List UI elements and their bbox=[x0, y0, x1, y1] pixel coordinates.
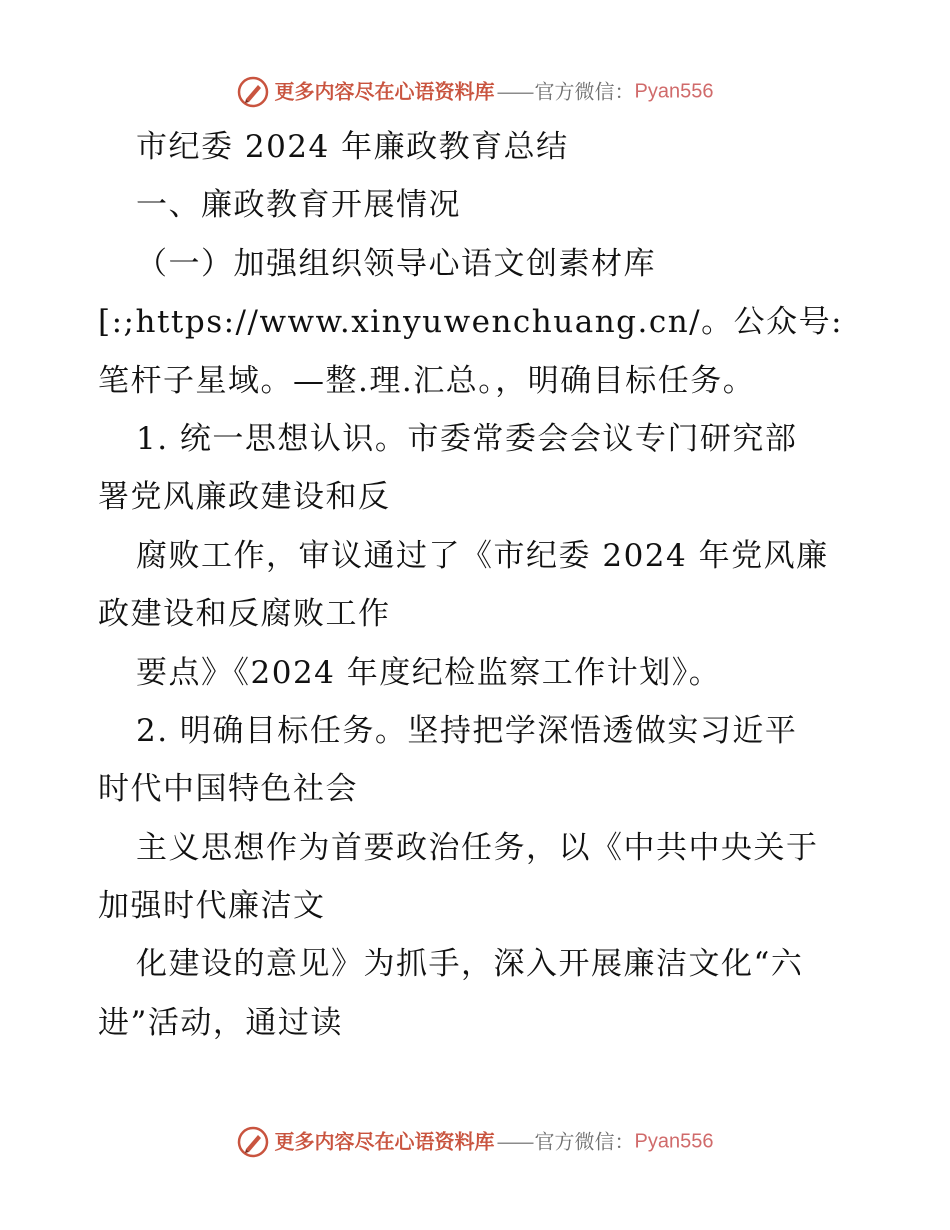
paragraph-line: 时代中国特色社会 bbox=[98, 771, 358, 808]
paragraph-line: 要点》《2024 年度纪检监察工作计划》。 bbox=[136, 654, 722, 691]
section-heading: 一、廉政教育开展情况 bbox=[136, 187, 461, 224]
document-title: 市纪委 2024 年廉政教育总结 bbox=[136, 129, 569, 165]
header-watermark bbox=[0, 70, 950, 110]
paragraph-line: 笔杆子星域。—整.理.汇总。，明确目标任务。 bbox=[98, 362, 756, 399]
paragraph-line: 进”活动，通过读 bbox=[98, 1004, 343, 1041]
watermark-dash: —— bbox=[496, 1129, 533, 1154]
watermark-official-label: 官方微信： bbox=[534, 1129, 635, 1154]
watermark-brand-text: 更多内容尽在心语资料库 bbox=[274, 79, 495, 104]
paragraph-line: 腐败工作，审议通过了《市纪委 2024 年党风廉 bbox=[136, 537, 829, 574]
paragraph-line: 2. 明确目标任务。坚持把学深悟透做实习近平 bbox=[136, 712, 798, 749]
paragraph-line: 政建设和反腐败工作 bbox=[98, 596, 391, 633]
watermark-wechat-id: Pyan556 bbox=[634, 80, 714, 103]
paragraph-line: [:;https://www.xinyuwenchuang.cn/。公众号: bbox=[98, 304, 844, 341]
footer-watermark bbox=[0, 1120, 950, 1160]
paragraph-line: 署党风廉政建设和反 bbox=[98, 479, 391, 516]
document-body bbox=[98, 118, 858, 1052]
pen-logo-icon bbox=[237, 1126, 269, 1158]
pen-logo-icon bbox=[237, 76, 269, 108]
paragraph-line: 主义思想作为首要政治任务，以《中共中央关于 bbox=[136, 829, 819, 866]
subsection-heading: （一）加强组织领导心语文创素材库 bbox=[136, 245, 656, 282]
watermark-brand-text: 更多内容尽在心语资料库 bbox=[274, 1129, 495, 1154]
paragraph-line: 化建设的意见》为抓手，深入开展廉洁文化“六 bbox=[136, 946, 804, 983]
paragraph-line: 1. 统一思想认识。市委常委会会议专门研究部 bbox=[136, 420, 798, 457]
watermark-wechat-id: Pyan556 bbox=[634, 1130, 714, 1153]
paragraph-line: 加强时代廉洁文 bbox=[98, 888, 326, 925]
watermark-dash: —— bbox=[496, 79, 533, 104]
watermark-official-label: 官方微信： bbox=[534, 79, 635, 104]
